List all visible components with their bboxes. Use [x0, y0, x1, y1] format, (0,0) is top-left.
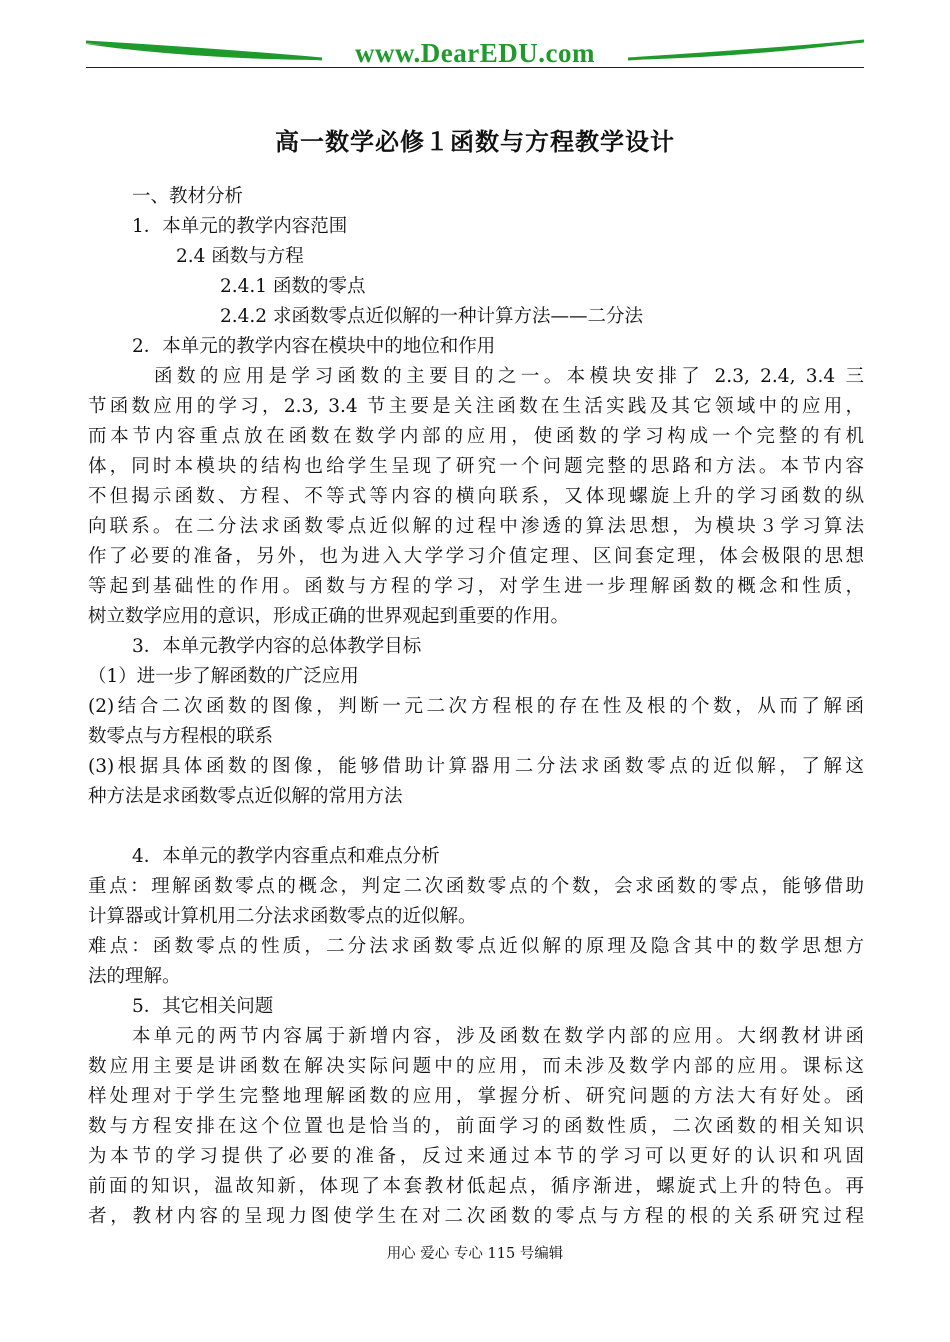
text-line: 等起到基础性的作用。函数与方程的学习，对学生进一步理解函数的概念和性质， [88, 576, 864, 597]
text-line: 2.4.1 函数的零点 [220, 276, 366, 297]
text-line: 不但揭示函数、方程、不等式等内容的横向联系，又体现螺旋上升的学习函数的纵 [88, 486, 864, 507]
text-line: (2)结合二次函数的图像，判断一元二次方程根的存在性及根的个数，从而了解函 [88, 696, 864, 717]
text-line: 样处理对于学生完整地理解函数的应用，掌握分析、研究问题的方法大有好处。函 [88, 1086, 864, 1107]
text-line: 5．其它相关问题 [132, 996, 274, 1017]
text-line: 一、教材分析 [132, 186, 244, 207]
text-line: 体，同时本模块的结构也给学生呈现了研究一个问题完整的思路和方法。本节内容 [88, 456, 864, 477]
text-line: 2．本单元的教学内容在模块中的地位和作用 [132, 336, 496, 357]
text-line: (3)根据具体函数的图像，能够借助计算器用二分法求函数零点的近似解，了解这 [88, 756, 864, 777]
text-line: 而本节内容重点放在函数在数学内部的应用，使函数的学习构成一个完整的有机 [88, 426, 864, 447]
text-line: 数应用主要是讲函数在解决实际问题中的应用，而未涉及数学内部的应用。课标这 [88, 1056, 864, 1077]
page-footer: 用心 爱心 专心 115 号编辑 [386, 1246, 564, 1262]
text-line: 树立数学应用的意识，形成正确的世界观起到重要的作用。 [88, 606, 570, 627]
text-line: 1．本单元的教学内容范围 [132, 216, 348, 237]
text-line: 本单元的两节内容属于新增内容，涉及函数在数学内部的应用。大纲教材讲函 [132, 1026, 864, 1047]
text-line: 作了必要的准备，另外，也为进入大学学习介值定理、区间套定理，体会极限的思想 [88, 546, 864, 567]
text-line: 函数的应用是学习函数的主要目的之一。本模块安排了 2.3, 2.4, 3.4 三 [154, 366, 864, 387]
text-line: 数零点与方程根的联系 [88, 726, 274, 747]
text-line [88, 812, 864, 842]
text-line: 种方法是求函数零点近似解的常用方法 [88, 786, 403, 807]
text-line: 2.4.2 求函数零点近似解的一种计算方法——二分法 [220, 306, 643, 327]
text-line: 者，教材内容的呈现力图使学生在对二次函数的零点与方程的根的关系研究过程 [88, 1206, 864, 1227]
page-title: 高一数学必修１函数与方程教学设计 [275, 127, 675, 156]
text-line: 为本节的学习提供了必要的准备，反过来通过本节的学习可以更好的认识和巩固 [88, 1146, 864, 1167]
text-line: 4．本单元的教学内容重点和难点分析 [132, 846, 440, 867]
site-header [86, 30, 864, 72]
text-line: 2.4 函数与方程 [176, 246, 304, 267]
text-line: 难点：函数零点的性质，二分法求函数零点近似解的原理及隐含其中的数学思想方 [88, 936, 864, 957]
text-line: 向联系。在二分法求函数零点近似解的过程中渗透的算法思想，为模块３学习算法 [88, 516, 864, 537]
text-line: 数与方程安排在这个位置也是恰当的，前面学习的函数性质，二次函数的相关知识 [88, 1116, 864, 1137]
text-line: 前面的知识，温故知新，体现了本套教材低起点，循序渐进，螺旋式上升的特色。再 [88, 1176, 864, 1197]
text-line: 计算器或计算机用二分法求函数零点的近似解。 [88, 906, 477, 927]
header-divider [86, 67, 864, 68]
text-line: 重点：理解函数零点的概念，判定二次函数零点的个数，会求函数的零点，能够借助 [88, 876, 864, 897]
document-body [88, 182, 864, 1232]
text-line: （1）进一步了解函数的广泛应用 [88, 666, 359, 687]
site-logo: www.DearEDU.com [355, 38, 595, 68]
text-line: 节函数应用的学习，2.3, 3.4 节主要是关注函数在生活实践及其它领域中的应用， [88, 396, 864, 417]
text-line: 3．本单元教学内容的总体教学目标 [132, 636, 422, 657]
text-line: 法的理解。 [88, 966, 181, 987]
